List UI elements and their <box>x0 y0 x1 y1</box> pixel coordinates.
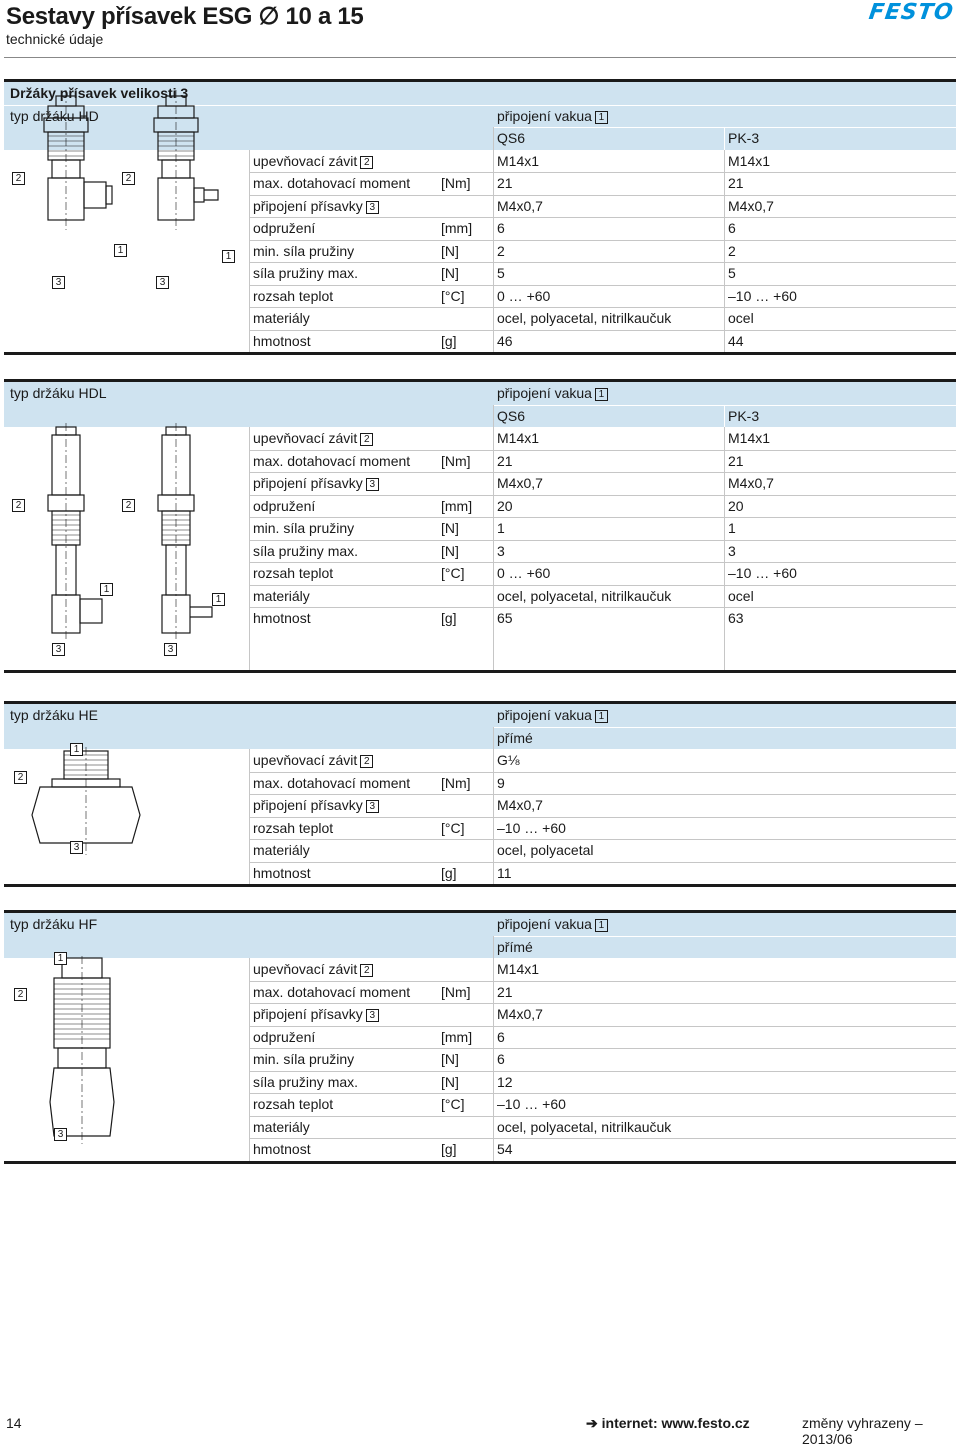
spec-label <box>253 172 410 194</box>
row-divider <box>249 517 956 518</box>
spec-label <box>253 1093 333 1115</box>
spec-label-text: hmotnost <box>253 1141 311 1157</box>
spec-value-1: 0 … +60 <box>497 287 551 304</box>
row-divider <box>493 727 956 728</box>
spec-label <box>253 472 379 494</box>
spec-label <box>253 495 315 517</box>
spec-label-text: odpružení <box>253 497 316 514</box>
section-bottom-bar <box>4 1161 956 1164</box>
callout-number: 3 <box>366 201 379 214</box>
callout-number: 2 <box>360 433 373 446</box>
drawing-callout: 2 <box>12 172 25 185</box>
column-header-2: PK-3 <box>728 407 760 424</box>
spec-label-text: materiály <box>253 842 310 858</box>
spec-label-text: min. síla pružiny <box>253 242 355 259</box>
drawing-separator <box>249 749 250 884</box>
spec-label <box>253 862 311 884</box>
callout-number: 1 <box>595 388 608 401</box>
drawing-callout: 1 <box>70 743 83 756</box>
spec-value-1: M14x1 <box>497 961 540 977</box>
spec-label-text: min. síla pružiny <box>253 1051 355 1067</box>
spec-unit: [Nm] <box>441 774 471 791</box>
drawing-callout: 3 <box>156 276 169 289</box>
callout-number: 3 <box>366 1009 379 1022</box>
spec-unit: [mm] <box>441 497 473 514</box>
header-divider <box>4 57 956 58</box>
spec-label <box>253 749 373 771</box>
row-divider <box>249 1026 956 1027</box>
spec-label <box>253 981 410 1003</box>
vacuum-connection-label <box>497 382 608 404</box>
drawing-callout: 2 <box>14 771 27 784</box>
spec-unit: [N] <box>441 520 459 536</box>
spec-value-1: 11 <box>497 864 512 881</box>
spec-label-text: připojení přísavky <box>253 475 363 491</box>
spec-label <box>253 794 379 816</box>
drawing-callout: 3 <box>54 1128 67 1141</box>
spec-value-1: M4x0,7 <box>497 797 543 813</box>
spec-value-1: M4x0,7 <box>497 1006 543 1022</box>
spec-value-2: M14x1 <box>728 152 771 169</box>
festo-logo: FESTO <box>867 0 956 25</box>
spec-value-1: M4x0,7 <box>497 475 543 491</box>
row-divider <box>493 936 956 937</box>
vacuum-connection-text: připojení vakua <box>497 916 592 932</box>
holder-hd-drawing <box>24 90 244 240</box>
row-divider <box>249 862 956 863</box>
spec-value-1: 3 <box>497 542 505 559</box>
holder-hf-drawing <box>32 956 142 1146</box>
column-separator <box>724 127 725 150</box>
spec-value-2: M14x1 <box>728 430 771 446</box>
vacuum-connection-label <box>497 704 608 726</box>
section-bottom-bar <box>4 670 956 673</box>
drawing-callout: 3 <box>52 276 65 289</box>
changes-note: změny vyhrazeny – 2013/06 <box>802 1415 923 1447</box>
spec-label <box>253 958 373 980</box>
spec-unit: [Nm] <box>441 175 471 191</box>
spec-label <box>253 517 354 539</box>
spec-label-text: max. dotahovací moment <box>253 983 411 1000</box>
drawing-callout: 2 <box>12 499 25 512</box>
spec-value-1: 0 … +60 <box>497 565 551 581</box>
spec-value-2: 21 <box>728 452 744 469</box>
drawing-callout: 2 <box>122 499 135 512</box>
spec-value-1: 21 <box>497 175 513 191</box>
holder-type-label: typ držáku HD <box>10 107 99 124</box>
spec-unit: [N] <box>441 542 459 559</box>
spec-label-text: max. dotahovací moment <box>253 452 411 469</box>
drawing-separator <box>249 427 250 670</box>
spec-label-text: hmotnost <box>253 864 311 881</box>
spec-label-text: připojení přísavky <box>253 1006 363 1022</box>
spec-unit: [N] <box>441 265 459 281</box>
spec-label-text: upevňovací závit <box>253 752 358 768</box>
spec-unit: [g] <box>441 864 457 881</box>
column-separator <box>724 427 725 670</box>
spec-label <box>253 1116 310 1138</box>
spec-unit: [N] <box>441 242 459 259</box>
page-title: Sestavy přísavek ESG ∅ 10 a 15 <box>6 3 364 30</box>
column-header-2: PK-3 <box>728 130 760 146</box>
spec-value-2: 3 <box>728 542 736 559</box>
row-divider <box>249 330 956 331</box>
spec-unit: [N] <box>441 1051 459 1067</box>
push-fitting <box>80 599 102 623</box>
spec-unit: [Nm] <box>441 983 471 1000</box>
spec-value-1: 1 <box>497 520 505 536</box>
vacuum-connection-label <box>497 105 608 127</box>
row-divider <box>249 217 956 218</box>
spec-value-1: 21 <box>497 452 513 469</box>
page-subtitle: technické údaje <box>6 31 104 47</box>
spec-unit: [°C] <box>441 565 465 581</box>
row-divider <box>249 1048 956 1049</box>
drawing-separator <box>249 958 250 1161</box>
spec-label <box>253 839 310 861</box>
drawing-callout: 3 <box>52 643 65 656</box>
spec-label-text: rozsah teplot <box>253 565 334 581</box>
spec-value-1: ocel, polyacetal, nitrilkaučuk <box>497 310 672 326</box>
column-separator <box>493 127 494 352</box>
spec-label <box>253 607 311 629</box>
spec-value-2: 6 <box>728 220 736 236</box>
column-header-1: QS6 <box>497 130 526 146</box>
drawing-callout: 2 <box>122 172 135 185</box>
spec-value-1: 54 <box>497 1141 513 1157</box>
spec-value-2: 1 <box>728 520 736 536</box>
spec-value-1: ocel, polyacetal, nitrilkaučuk <box>497 587 672 604</box>
drawing-callout: 1 <box>212 593 225 606</box>
section-bottom-bar <box>4 352 956 355</box>
spec-value-1: 65 <box>497 610 513 626</box>
drawing-callout: 1 <box>222 250 235 263</box>
section-title: Držáky přísavek velikosti 3 <box>10 85 189 101</box>
column-separator <box>493 727 494 885</box>
spec-label <box>253 540 358 562</box>
spec-value-2: ocel <box>728 587 754 604</box>
row-divider <box>249 817 956 818</box>
spec-label-text: odpružení <box>253 220 316 236</box>
column-separator <box>724 150 725 353</box>
spec-label-text: min. síla pružiny <box>253 520 355 536</box>
drawing-callout: 1 <box>54 952 67 965</box>
spec-label-text: rozsah teplot <box>253 1096 334 1112</box>
callout-number: 2 <box>360 156 373 169</box>
spec-label <box>253 427 373 449</box>
row-divider <box>249 607 956 608</box>
callout-number: 1 <box>595 111 608 124</box>
holder-type-label: typ držáku HE <box>10 707 98 723</box>
spec-label <box>253 150 373 172</box>
spec-label-text: upevňovací závit <box>253 430 358 446</box>
section-bottom-bar <box>4 884 956 887</box>
drawing-callout: 2 <box>14 988 27 1001</box>
spec-label-text: materiály <box>253 587 310 604</box>
page-number: 14 <box>6 1415 22 1431</box>
spec-label <box>253 1138 311 1160</box>
row-divider <box>249 562 956 563</box>
spec-value-1: 12 <box>497 1073 513 1090</box>
spec-label <box>253 450 410 472</box>
callout-number: 3 <box>366 478 379 491</box>
spec-label <box>253 1048 354 1070</box>
spec-value-1: 2 <box>497 242 505 259</box>
spec-value-1: 5 <box>497 265 505 281</box>
holder-hdl-drawing <box>24 423 244 643</box>
callout-number: 1 <box>595 710 608 723</box>
drawing-callout: 3 <box>164 643 177 656</box>
spec-label-text: max. dotahovací moment <box>253 175 411 191</box>
spec-label-text: odpružení <box>253 1028 316 1045</box>
spec-label-text: síla pružiny max. <box>253 542 359 559</box>
spec-label <box>253 330 311 352</box>
drawing-separator <box>249 150 250 353</box>
spec-label-text: max. dotahovací moment <box>253 774 411 791</box>
push-collet <box>106 186 112 204</box>
callout-number: 3 <box>366 800 379 813</box>
spec-value-1: 9 <box>497 774 505 791</box>
spec-value-2: ocel <box>728 310 754 326</box>
column-header-1: QS6 <box>497 407 526 424</box>
callout-number: 2 <box>360 755 373 768</box>
spec-value-1: G⅛ <box>497 752 520 768</box>
column-separator <box>724 405 725 428</box>
spec-unit: [°C] <box>441 287 465 304</box>
row-divider <box>249 839 956 840</box>
callout-number: 2 <box>360 964 373 977</box>
spec-label <box>253 240 354 262</box>
spec-label-text: rozsah teplot <box>253 819 334 836</box>
row-divider <box>249 1138 956 1139</box>
spec-value-1: 46 <box>497 332 513 349</box>
row-divider <box>249 240 956 241</box>
column-header-1: přímé <box>497 729 533 746</box>
spec-label-text: materiály <box>253 1118 310 1135</box>
drawing-callout: 1 <box>100 583 113 596</box>
spec-label-text: rozsah teplot <box>253 287 334 304</box>
spec-label <box>253 585 310 607</box>
drawing-callout: 3 <box>70 841 83 854</box>
barb-fitting <box>190 607 212 617</box>
spec-value-1: ocel, polyacetal <box>497 842 594 858</box>
spec-value-1: –10 … +60 <box>497 1096 566 1112</box>
arrow-right-icon: ➔ <box>586 1415 598 1431</box>
spec-label <box>253 1003 379 1025</box>
spec-value-2: 44 <box>728 332 744 349</box>
spec-value-2: M4x0,7 <box>728 475 774 491</box>
spec-value-2: –10 … +60 <box>728 287 797 304</box>
spec-unit: [mm] <box>441 220 473 236</box>
vacuum-connection-text: připojení vakua <box>497 385 592 401</box>
spec-unit: [mm] <box>441 1028 473 1045</box>
spec-value-1: 20 <box>497 497 513 514</box>
spec-value-2: 2 <box>728 242 736 259</box>
column-separator <box>493 405 494 671</box>
column-header-1: přímé <box>497 938 533 955</box>
spec-value-2: 21 <box>728 175 744 191</box>
spec-value-1: M4x0,7 <box>497 197 543 214</box>
spec-label <box>253 307 310 329</box>
website-link[interactable] <box>586 1415 750 1432</box>
spec-label-text: upevňovací závit <box>253 152 358 169</box>
spec-label-text: materiály <box>253 310 310 326</box>
holder-type-label: typ držáku HDL <box>10 385 107 401</box>
spec-label <box>253 195 379 217</box>
spec-label-text: hmotnost <box>253 610 311 626</box>
spec-label-text: síla pružiny max. <box>253 1073 359 1090</box>
spec-value-1: M14x1 <box>497 430 540 446</box>
push-fitting <box>84 182 106 208</box>
spec-value-1: M14x1 <box>497 152 540 169</box>
spec-value-1: 6 <box>497 1028 505 1045</box>
spec-label <box>253 1026 315 1048</box>
holder-type-label: typ držáku HF <box>10 916 98 932</box>
holder-he-drawing <box>30 747 150 857</box>
spec-label <box>253 217 315 239</box>
spec-label-text: síla pružiny max. <box>253 265 359 281</box>
barb-base <box>194 188 204 202</box>
vacuum-connection-text: připojení vakua <box>497 707 592 723</box>
spec-value-1: 6 <box>497 1051 505 1067</box>
spec-label <box>253 817 333 839</box>
spec-value-1: –10 … +60 <box>497 819 566 836</box>
spec-label <box>253 562 333 584</box>
callout-number: 1 <box>595 919 608 932</box>
spec-value-2: –10 … +60 <box>728 565 797 581</box>
spec-unit: [°C] <box>441 819 465 836</box>
spec-label <box>253 1071 358 1093</box>
row-divider <box>249 1093 956 1094</box>
spec-label <box>253 262 358 284</box>
spec-value-1: 21 <box>497 983 513 1000</box>
barb-fitting <box>204 190 218 200</box>
spec-label-text: připojení přísavky <box>253 797 363 813</box>
spec-unit: [°C] <box>441 1096 465 1112</box>
spec-unit: [N] <box>441 1073 459 1090</box>
spec-unit: [g] <box>441 610 457 626</box>
row-divider <box>249 285 956 286</box>
drawing-callout: 1 <box>114 244 127 257</box>
website-link-text: internet: www.festo.cz <box>601 1415 750 1431</box>
spec-label-text: upevňovací závit <box>253 961 358 977</box>
vacuum-connection-label <box>497 913 608 935</box>
spec-value-2: M4x0,7 <box>728 197 774 214</box>
spec-value-2: 5 <box>728 265 736 281</box>
spec-label <box>253 285 333 307</box>
spec-value-1: 6 <box>497 220 505 236</box>
spec-unit: [g] <box>441 332 457 349</box>
vacuum-connection-text: připojení vakua <box>497 107 592 124</box>
spec-label-text: hmotnost <box>253 332 311 349</box>
spec-unit: [Nm] <box>441 452 471 469</box>
row-divider <box>249 495 956 496</box>
column-separator <box>493 936 494 1161</box>
spec-value-2: 20 <box>728 497 744 514</box>
spec-value-1: ocel, polyacetal, nitrilkaučuk <box>497 1118 672 1135</box>
spec-label <box>253 772 410 794</box>
spec-unit: [g] <box>441 1141 457 1157</box>
spec-value-2: 63 <box>728 610 744 626</box>
spec-label-text: připojení přísavky <box>253 197 363 214</box>
